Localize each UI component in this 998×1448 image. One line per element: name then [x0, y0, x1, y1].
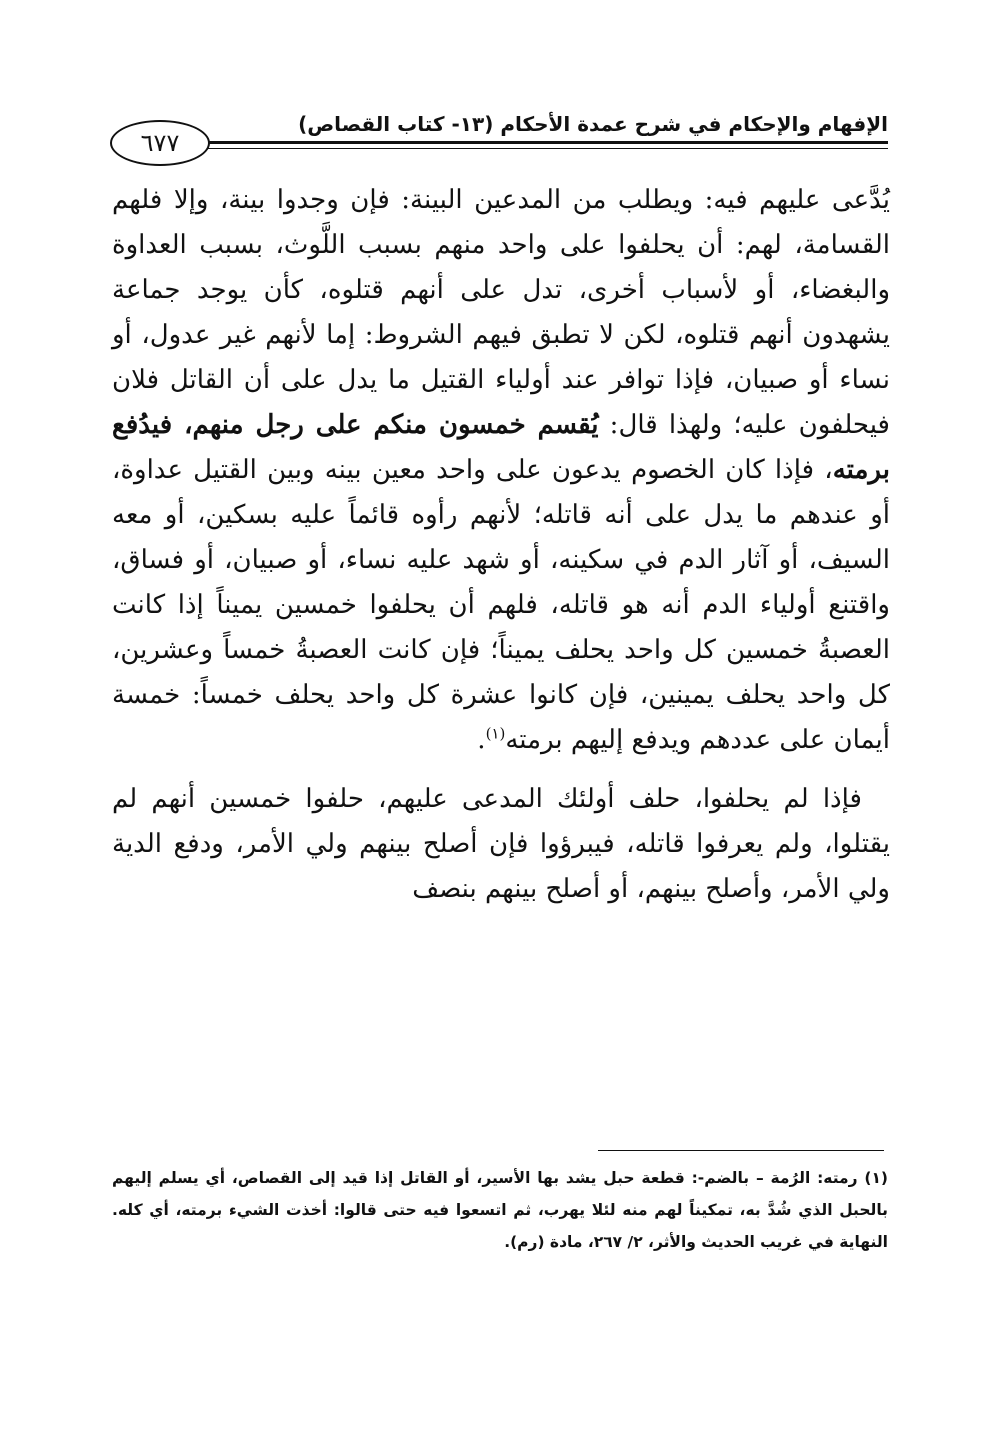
- header-rule-thin: [202, 148, 888, 149]
- page-header: [110, 108, 888, 168]
- page-number: ٦٧٧: [110, 120, 210, 166]
- footnote-separator: [598, 1150, 884, 1151]
- footnote-text: (١) رمته: الرُمة – بالضم-: قطعة حبل يشد بها الأسير، أو القاتل إذا قيد إلى القصاص، أي يسلم إليهم بالحبل الذي شُدَّ به، تمكيناً لهم منه لئلا يهرب، ثم اتسعوا فيه حتى قالوا: أخذت الشيء برمته، أي كله. النهاية في غريب الحديث والأثر، ٢/ ٢٦٧، مادة (رم).: [112, 1169, 888, 1251]
- main-text: [112, 178, 890, 912]
- paragraph-1-text-b: ، فإذا كان الخصوم يدعون على واحد معين بينه وبين القتيل عداوة، أو عندهم ما يدل على أنه قاتله؛ لأنهم رأوه قائماً عليه بسكين، أو معه السيف، أو آثار الدم في سكينه، أو شهد عليه نساء، أو صبيان، أو فساق، واقتنع أولياء الدم أنه هو قاتله، فلهم أن يحلفوا خمسين يميناً إذا كانت العصبةُ خمسين كل واحد يحلف يميناً؛ فإن كانت العصبةُ خمساً وعشرين، كل واحد يحلف يمينين، فإن كانوا عشرة كل واحد يحلف خمساً: خمسة أيمان على عددهم ويدفع إليهم برمته: [112, 455, 890, 755]
- paragraph-1: [112, 178, 890, 763]
- hadith-quote: يُقسم خمسون منكم على رجل منهم، فيدُفع برمته: [112, 410, 890, 485]
- footnote-reference: (١): [485, 724, 506, 743]
- footnote: [112, 1162, 888, 1258]
- paragraph-1-end: .: [477, 725, 486, 755]
- paragraph-1-text-a: يُدَّعى عليهم فيه: ويطلب من المدعين البينة: فإن وجدوا بينة، وإلا فلهم القسامة، لهم: أن يحلفوا على واحد منهم بسبب اللَّوث، بسبب العداوة والبغضاء، أو لأسباب أخرى، تدل على أنهم قتلوه، كأن يوجد جماعة يشهدون أنهم قتلوه، لكن لا تطبق فيهم الشروط: إما لأنهم غير عدول، أو نساء أو صبيان، فإذا توافر عند أولياء القتيل ما يدل على أن القاتل فلان فيحلفون عليه؛ ولهذا قال:: [112, 185, 890, 440]
- running-title: الإفهام والإحكام في شرح عمدة الأحكام (١٣- كتاب القصاص): [298, 112, 888, 136]
- header-rule-thick: [202, 141, 888, 144]
- paragraph-2: فإذا لم يحلفوا، حلف أولئك المدعى عليهم، حلفوا خمسين أنهم لم يقتلوا، ولم يعرفوا قاتله، فيبرؤوا فإن أصلح بينهم ولي الأمر، ودفع الدية ولي الأمر، وأصلح بينهم، أو أصلح بينهم بنصف: [112, 784, 890, 904]
